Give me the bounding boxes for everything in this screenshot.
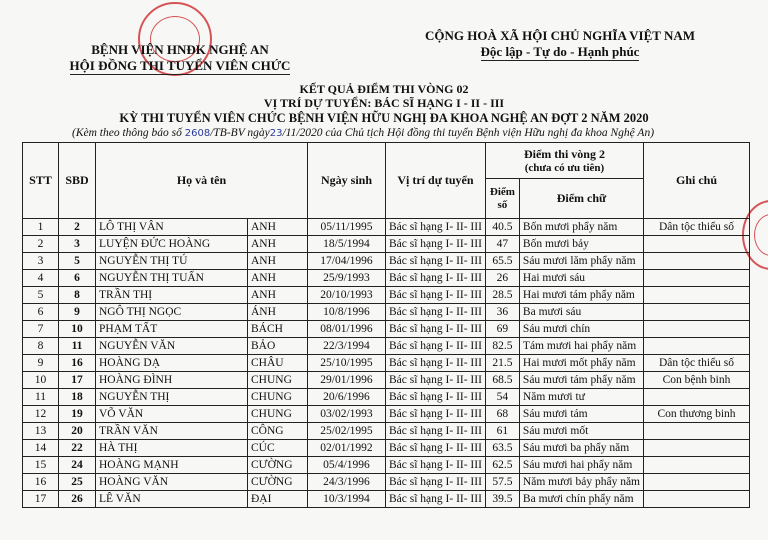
row-dob: 05/4/1996 (308, 457, 386, 474)
row-note (644, 440, 750, 457)
row-score: 57.5 (485, 474, 519, 491)
row-dob: 02/01/1992 (308, 440, 386, 457)
row-first-name: CHUNG (248, 406, 308, 423)
header-note: Ghi chú (644, 143, 750, 219)
score-group-sub: (chưa có ưu tiên) (524, 161, 605, 174)
row-position: Bác sĩ hạng I- II- III (386, 304, 486, 321)
row-note: Con thương binh (644, 406, 750, 423)
row-first-name: CÚC (248, 440, 308, 457)
row-score-words: Hai mươi sáu (519, 270, 643, 287)
row-sbd: 6 (59, 270, 96, 287)
row-last-name: HOÀNG DẠ (96, 355, 248, 372)
row-sbd: 19 (59, 406, 96, 423)
row-score-words: Hai mươi mốt phẩy năm (519, 355, 643, 372)
row-stt: 17 (23, 491, 59, 508)
row-last-name: PHẠM TẤT (96, 321, 248, 338)
row-position: Bác sĩ hạng I- II- III (386, 338, 486, 355)
row-position: Bác sĩ hạng I- II- III (386, 321, 486, 338)
row-last-name: HOÀNG MẠNH (96, 457, 248, 474)
table-row (23, 270, 750, 287)
row-position: Bác sĩ hạng I- II- III (386, 474, 486, 491)
row-sbd: 17 (59, 372, 96, 389)
row-dob: 25/02/1995 (308, 423, 386, 440)
row-last-name: TRẦN THỊ (96, 287, 248, 304)
row-sbd: 2 (59, 219, 96, 236)
row-score-words: Năm mươi bảy phẩy năm (519, 474, 643, 491)
council-name: HỘI ĐỒNG THI TUYỂN VIÊN CHỨC (69, 58, 291, 73)
document-title: KẾT QUẢ ĐIỂM THI VÒNG 02 (299, 82, 469, 96)
table-row (23, 440, 750, 457)
row-score: 61 (485, 423, 519, 440)
row-position: Bác sĩ hạng I- II- III (386, 287, 486, 304)
row-note: Dân tộc thiểu số (644, 219, 750, 236)
row-last-name: NGUYỄN VĂN (96, 338, 248, 355)
row-position: Bác sĩ hạng I- II- III (386, 440, 486, 457)
row-sbd: 9 (59, 304, 96, 321)
row-first-name: ÁNH (248, 304, 308, 321)
table-row (23, 338, 750, 355)
header-position: Vị trí dự tuyển (386, 143, 486, 219)
row-note (644, 321, 750, 338)
row-score: 47 (485, 236, 519, 253)
row-stt: 4 (23, 270, 59, 287)
row-score: 69 (485, 321, 519, 338)
notice-day: 23 (269, 128, 283, 139)
row-first-name: CÔNG (248, 423, 308, 440)
row-last-name: LÔ THỊ VÂN (96, 219, 248, 236)
row-last-name: HOÀNG VĂN (96, 474, 248, 491)
row-position: Bác sĩ hạng I- II- III (386, 406, 486, 423)
exam-title: KỲ THI TUYỂN VIÊN CHỨC BỆNH VIỆN HỮU NGHỊ ĐA KHOA NGHỆ AN ĐỢT 2 NĂM 2020 (119, 111, 649, 125)
row-dob: 08/01/1996 (308, 321, 386, 338)
row-position: Bác sĩ hạng I- II- III (386, 457, 486, 474)
row-sbd: 5 (59, 253, 96, 270)
row-dob: 24/3/1996 (308, 474, 386, 491)
row-stt: 1 (23, 219, 59, 236)
row-dob: 20/6/1996 (308, 389, 386, 406)
row-dob: 17/04/1996 (308, 253, 386, 270)
score-group-title: Điểm thi vòng 2 (523, 146, 605, 161)
results-table (22, 142, 750, 508)
row-first-name: ANH (248, 253, 308, 270)
row-score-words: Năm mươi tư (519, 389, 643, 406)
row-score: 39.5 (485, 491, 519, 508)
national-header (400, 28, 720, 61)
table-row (23, 389, 750, 406)
row-score-words: Sáu mươi tám phẩy năm (519, 372, 643, 389)
table-row (23, 287, 750, 304)
header-dob: Ngày sinh (308, 143, 386, 219)
row-first-name: CƯỜNG (248, 474, 308, 491)
table-row (23, 474, 750, 491)
row-note (644, 491, 750, 508)
row-score-words: Sáu mươi hai phẩy năm (519, 457, 643, 474)
row-last-name: HÀ THỊ (96, 440, 248, 457)
row-position: Bác sĩ hạng I- II- III (386, 236, 486, 253)
row-stt: 12 (23, 406, 59, 423)
row-stt: 14 (23, 440, 59, 457)
row-score: 40.5 (485, 219, 519, 236)
row-score-words: Ba mươi sáu (519, 304, 643, 321)
row-last-name: TRẦN VĂN (96, 423, 248, 440)
row-first-name: ANH (248, 219, 308, 236)
table-row (23, 304, 750, 321)
row-score-words: Bốn mươi bảy (519, 236, 643, 253)
position-title: VỊ TRÍ DỰ TUYỂN: BÁC SĨ HẠNG I - II - III (263, 96, 505, 110)
row-dob: 22/3/1994 (308, 338, 386, 355)
row-stt: 15 (23, 457, 59, 474)
row-score: 26 (485, 270, 519, 287)
table-row (23, 457, 750, 474)
row-first-name: CHUNG (248, 372, 308, 389)
row-stt: 6 (23, 304, 59, 321)
row-dob: 29/01/1996 (308, 372, 386, 389)
row-score: 28.5 (485, 287, 519, 304)
notice-number: 2608 (184, 128, 211, 139)
table-row (23, 423, 750, 440)
row-dob: 18/5/1994 (308, 236, 386, 253)
row-first-name: ĐẠI (248, 491, 308, 508)
row-score-words: Hai mươi tám phẩy năm (519, 287, 643, 304)
row-score: 36 (485, 304, 519, 321)
row-dob: 20/10/1993 (308, 287, 386, 304)
row-score-words: Ba mươi chín phẩy năm (519, 491, 643, 508)
header-score-words: Điểm chữ (519, 179, 643, 219)
row-dob: 10/8/1996 (308, 304, 386, 321)
national-motto: Độc lập - Tự do - Hạnh phúc (480, 44, 640, 59)
table-row (23, 406, 750, 423)
row-last-name: LUYỆN ĐỨC HOÀNG (96, 236, 248, 253)
row-last-name: NGUYỄN THỊ (96, 389, 248, 406)
row-sbd: 3 (59, 236, 96, 253)
row-note (644, 287, 750, 304)
row-note (644, 474, 750, 491)
header-stt: STT (23, 143, 59, 219)
row-last-name: VÕ VĂN (96, 406, 248, 423)
hospital-name: BỆNH VIỆN HNĐK NGHỆ AN (91, 42, 269, 57)
row-last-name: NGÔ THỊ NGỌC (96, 304, 248, 321)
row-dob: 03/02/1993 (308, 406, 386, 423)
row-sbd: 18 (59, 389, 96, 406)
row-score: 62.5 (485, 457, 519, 474)
row-last-name: HOÀNG ĐÌNH (96, 372, 248, 389)
row-score: 82.5 (485, 338, 519, 355)
row-note (644, 253, 750, 270)
row-first-name: CHÂU (248, 355, 308, 372)
row-position: Bác sĩ hạng I- II- III (386, 389, 486, 406)
row-score: 68.5 (485, 372, 519, 389)
row-stt: 11 (23, 389, 59, 406)
row-last-name: NGUYỄN THỊ TÚ (96, 253, 248, 270)
row-first-name: BẢO (248, 338, 308, 355)
row-score: 65.5 (485, 253, 519, 270)
row-first-name: CƯỜNG (248, 457, 308, 474)
attachment-note (72, 127, 654, 139)
row-score: 21.5 (485, 355, 519, 372)
row-sbd: 26 (59, 491, 96, 508)
row-first-name: ANH (248, 270, 308, 287)
row-sbd: 22 (59, 440, 96, 457)
table-row (23, 491, 750, 508)
row-sbd: 25 (59, 474, 96, 491)
row-score: 63.5 (485, 440, 519, 457)
row-stt: 9 (23, 355, 59, 372)
row-first-name: BÁCH (248, 321, 308, 338)
table-row (23, 219, 750, 236)
row-position: Bác sĩ hạng I- II- III (386, 423, 486, 440)
row-position: Bác sĩ hạng I- II- III (386, 355, 486, 372)
row-score-words: Sáu mươi chín (519, 321, 643, 338)
row-position: Bác sĩ hạng I- II- III (386, 372, 486, 389)
note-prefix: (Kèm theo thông báo số (72, 127, 182, 139)
row-note (644, 338, 750, 355)
row-dob: 10/3/1994 (308, 491, 386, 508)
row-sbd: 11 (59, 338, 96, 355)
row-dob: 25/9/1993 (308, 270, 386, 287)
table-row (23, 355, 750, 372)
row-score-words: Sáu mươi lăm phẩy năm (519, 253, 643, 270)
note-mid: /TB-BV ngày (210, 127, 270, 139)
header-score-number: Điểm số (485, 179, 519, 219)
row-note (644, 236, 750, 253)
row-stt: 13 (23, 423, 59, 440)
table-row (23, 372, 750, 389)
row-note (644, 457, 750, 474)
country-name: CỘNG HOÀ XÃ HỘI CHỦ NGHĨA VIỆT NAM (424, 28, 696, 43)
row-score-words: Tám mươi hai phẩy năm (519, 338, 643, 355)
row-note: Dân tộc thiểu số (644, 355, 750, 372)
row-score-words: Sáu mươi ba phẩy năm (519, 440, 643, 457)
row-note (644, 389, 750, 406)
row-score: 68 (485, 406, 519, 423)
row-stt: 16 (23, 474, 59, 491)
row-sbd: 16 (59, 355, 96, 372)
row-position: Bác sĩ hạng I- II- III (386, 270, 486, 287)
table-row (23, 236, 750, 253)
row-stt: 7 (23, 321, 59, 338)
row-stt: 2 (23, 236, 59, 253)
row-position: Bác sĩ hạng I- II- III (386, 219, 486, 236)
row-stt: 3 (23, 253, 59, 270)
row-dob: 05/11/1995 (308, 219, 386, 236)
row-note (644, 304, 750, 321)
row-first-name: ANH (248, 287, 308, 304)
row-sbd: 24 (59, 457, 96, 474)
row-position: Bác sĩ hạng I- II- III (386, 491, 486, 508)
table-row (23, 253, 750, 270)
row-first-name: CHUNG (248, 389, 308, 406)
row-stt: 10 (23, 372, 59, 389)
row-first-name: ANH (248, 236, 308, 253)
row-stt: 5 (23, 287, 59, 304)
row-dob: 25/10/1995 (308, 355, 386, 372)
row-score-words: Sáu mươi tám (519, 406, 643, 423)
organization-header (60, 42, 300, 75)
row-last-name: NGUYỄN THỊ TUẤN (96, 270, 248, 287)
row-score-words: Bốn mươi phẩy năm (519, 219, 643, 236)
row-score-words: Sáu mươi mốt (519, 423, 643, 440)
header-name: Họ và tên (96, 143, 308, 219)
row-note: Con bệnh binh (644, 372, 750, 389)
table-row (23, 321, 750, 338)
header-score-group (485, 143, 643, 179)
row-score: 54 (485, 389, 519, 406)
row-note (644, 270, 750, 287)
row-position: Bác sĩ hạng I- II- III (386, 253, 486, 270)
row-sbd: 20 (59, 423, 96, 440)
note-suffix: /11/2020 của Chủ tịch Hội đồng thi tuyển Bệnh viện Hữu nghị đa khoa Nghệ An) (282, 127, 655, 139)
row-stt: 8 (23, 338, 59, 355)
header-sbd: SBD (59, 143, 96, 219)
row-sbd: 10 (59, 321, 96, 338)
row-note (644, 423, 750, 440)
row-sbd: 8 (59, 287, 96, 304)
row-last-name: LÊ VĂN (96, 491, 248, 508)
